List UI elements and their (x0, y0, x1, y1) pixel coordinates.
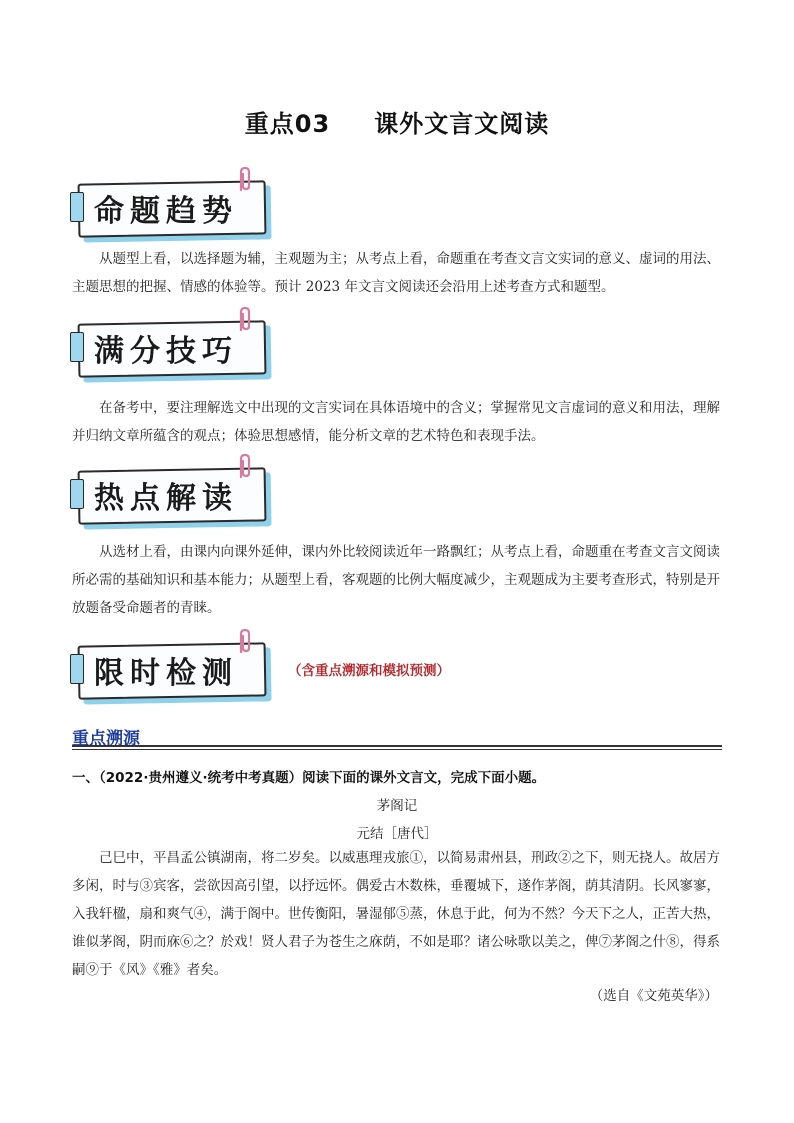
banner-trend-label: 命题趋势 (94, 194, 238, 229)
test-note: （含重点溯源和模拟预测） (288, 663, 450, 679)
banner-trend (72, 178, 268, 236)
page-title-text: 课外文言文阅读 (374, 110, 550, 138)
banner-test-label: 限时检测 (94, 656, 238, 691)
banner-tips-label: 满分技巧 (94, 334, 238, 369)
tips-paragraph: 在备考中，要注理解选文中出现的文言实词在具体语境中的含义；掌握常见文言虚词的意义和用法，理解并归纳文章所蕴含的观点；体验思想感情，能分析文章的艺术特色和表现手法。 (72, 400, 720, 444)
hotspot-paragraph: 从选材上看，由课内向课外延伸，课内外比较阅读近年一路飘红；从考点上看，命题重在考查文言文阅读所必需的基础知识和基本能力；从题型上看，客观题的比例大幅度减少，主观题成为主要考查形式，特别是开放题备受命题者的青睐。 (72, 544, 720, 616)
passage-author: 元结［唐代］ (356, 826, 438, 842)
banner-test (72, 640, 268, 698)
section-divider (72, 745, 722, 747)
section-heading-origin: 重点溯源 (72, 729, 140, 749)
trend-paragraph: 从题型上看，以选择题为辅，主观题为主；从考点上看，命题重在考查文言文实词的意义、虚词的用法、主题思想的把握、情感的体验等。预计 2023 年文言文阅读还会沿用上述考查方式和题型。 (72, 251, 720, 295)
passage-source: （选自《文苑英华》） (589, 988, 718, 1004)
banner-hotspot-label: 热点解读 (94, 481, 238, 516)
page-title-code: 重点03 (244, 110, 331, 138)
passage-title: 茅阁记 (376, 798, 418, 814)
page-title (0, 104, 794, 139)
passage-body: 己巳中，平昌孟公镇湖南，将二岁矣。以威惠理戎旅①，以简易肃州县，刑政②之下，则无挠人。故居方多闲，时与③宾客，尝欲因高引望，以抒远怀。偶爱古木数株，垂覆城下，遂作茅阁，荫其清阴。长风寥寥，入我轩楹，扇和爽气④，满于阁中。世传衡阳，暑湿郁⑤蒸，休息于此，何为不然？今天下之人，正苦大热，谁似茅阁，阴而庥⑥之？於戏！贤人君子为苍生之庥荫，不如是耶？诸公咏歌以美之，俾⑦茅阁之什⑧，得系嗣⑨于《风》《雅》者矣。 (72, 850, 720, 978)
banner-hotspot (72, 465, 268, 523)
section-divider-thin (72, 749, 722, 750)
question-prompt: 一、（2022·贵州遵义·统考中考真题）阅读下面的课外文言文，完成下面小题。 (72, 770, 546, 786)
banner-tips (72, 318, 268, 376)
